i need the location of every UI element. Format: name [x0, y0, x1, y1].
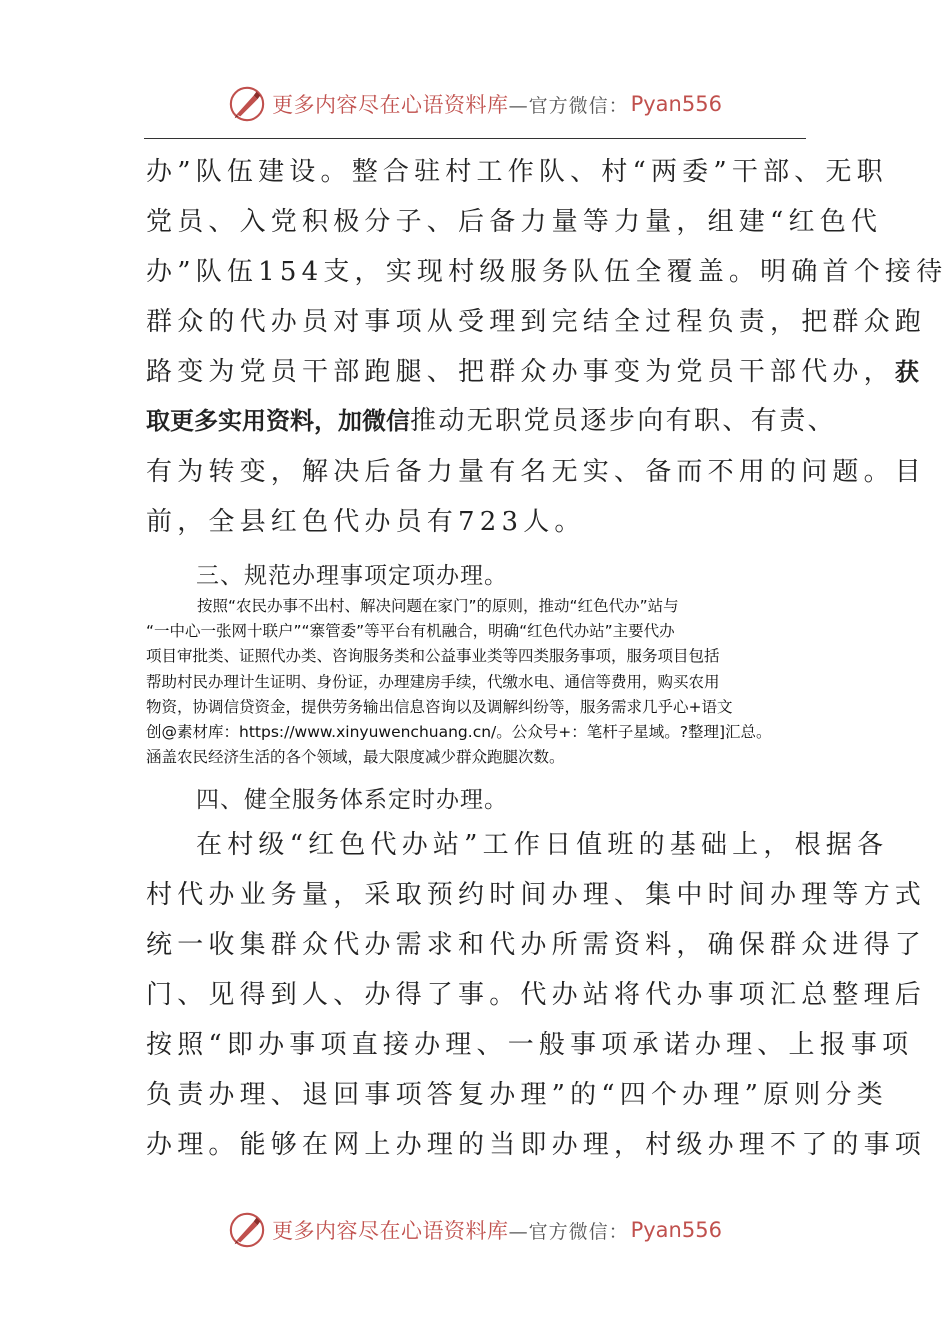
p1-line-2: 党员、入党积极分子、后备力量等力量，组建“红色代 [146, 207, 883, 237]
p3-line-5: 按照“即办事项直接办理、一般事项承诺办理、上报事项 [146, 1030, 914, 1060]
p2-line-6: 创@素材库：https://www.xinyuwenchuang.cn/。公众号+：笔杆子星域。?整理]汇总。 [146, 723, 772, 742]
p2-line-3: 项目审批类、证照代办类、咨询服务类和公益事业类等四类服务事项，服务项目包括 [146, 647, 720, 666]
pen-logo-icon [228, 85, 266, 123]
header-label: —官方微信： [508, 94, 629, 117]
p1-line-6-text: 推动无职党员逐步向有职、有责、 [410, 406, 837, 436]
p1-line-5 [146, 357, 919, 387]
p1-line-7: 有为转变，解决后备力量有名无实、备而不用的问题。目 [146, 457, 927, 487]
footer-brand: 更多内容尽在心语资料库 [272, 1219, 509, 1243]
pen-logo-icon [228, 1211, 266, 1249]
p1-line-8: 前，全县红色代办员有723人。 [146, 507, 586, 537]
p2-paragraph [146, 594, 816, 770]
p3-line-1: 在村级“红色代办站”工作日值班的基础上，根据各 [196, 830, 889, 860]
p1-line-1: 办”队伍建设。整合驻村工作队、村“两委”干部、无职 [146, 157, 888, 187]
p3-line-3: 统一收集群众代办需求和代办所需资料，确保群众进得了 [146, 930, 927, 960]
p2-line-7: 涵盖农民经济生活的各个领域，最大限度减少群众跑腿次数。 [146, 748, 565, 767]
header-brand: 更多内容尽在心语资料库 [272, 93, 509, 117]
p3-line-2: 村代办业务量，采取预约时间办理、集中时间办理等方式 [146, 880, 927, 910]
p3-line-7: 办理。能够在网上办理的当即办理，村级办理不了的事项 [146, 1130, 927, 1160]
p1-line-4: 群众的代办员对事项从受理到完结全过程负责，把群众跑 [146, 307, 927, 337]
footer-label: —官方微信： [508, 1220, 629, 1243]
footer-banner [0, 1210, 950, 1250]
header-banner [0, 84, 950, 124]
p1-line-6 [146, 406, 836, 436]
p3-line-6: 负责办理、退回事项答复办理”的“四个办理”原则分类 [146, 1080, 888, 1110]
section-heading-4: 四、健全服务体系定时办理。 [196, 787, 508, 813]
p1-line-6-ad: 取更多实用资料，加微信 [146, 407, 410, 435]
p2-line-2: “一中心一张网十联户”“寨管委”等平台有机融合，明确“红色代办站”主要代办 [146, 622, 675, 641]
footer-account: Pyan556 [630, 1218, 722, 1242]
p1-line-5-text: 路变为党员干部跑腿、把群众办事变为党员干部代办， [146, 357, 895, 387]
p3-line-4: 门、见得到人、办得了事。代办站将代办事项汇总整理后 [146, 980, 927, 1010]
p2-line-4: 帮助村民办理计生证明、身份证，办理建房手续，代缴水电、通信等费用，购买农用 [146, 672, 720, 691]
p2-line-1: 按照“农民办事不出村、解决问题在家门”的原则，推动“红色代办”站与 [197, 597, 679, 615]
p1-line-5-ad: 获 [894, 358, 919, 386]
header-account: Pyan556 [630, 92, 722, 116]
section-heading-3: 三、规范办理事项定项办理。 [196, 563, 508, 589]
header-divider [144, 138, 806, 139]
p1-line-3: 办”队伍154支，实现村级服务队伍全覆盖。明确首个接待 [146, 257, 948, 287]
p2-line-5: 物资，协调信贷资金，提供劳务输出信息咨询以及调解纠纷等，服务需求几乎心+语文 [146, 697, 733, 716]
